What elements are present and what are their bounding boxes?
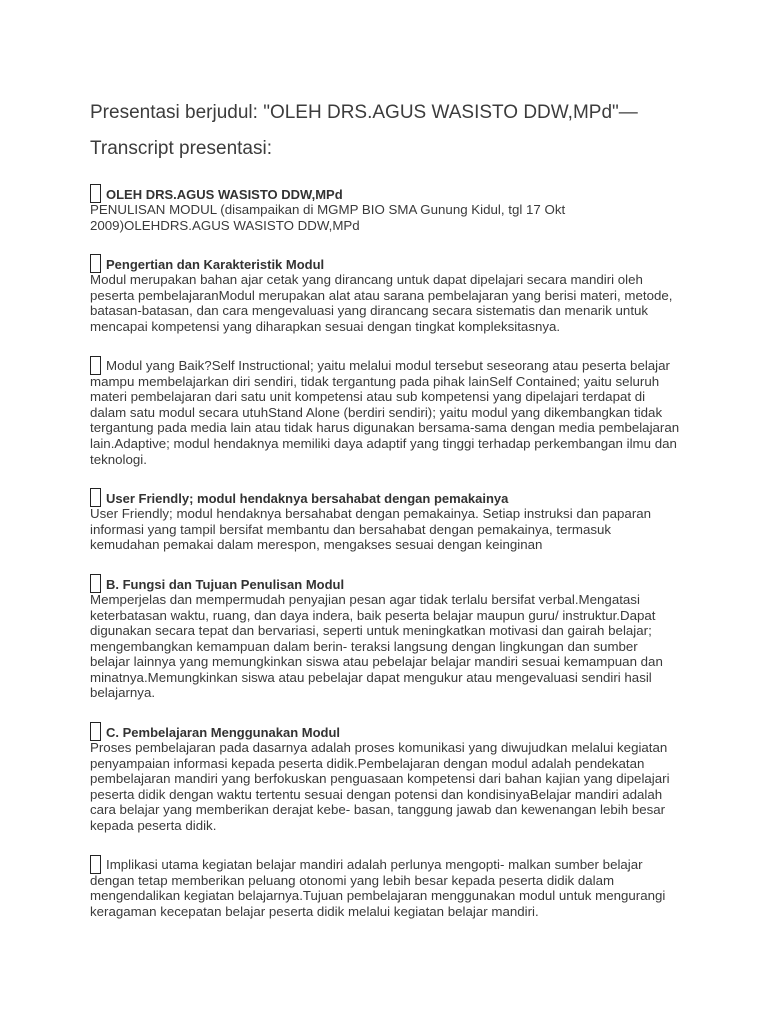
slide-text: User Friendly; modul hendaknya bersahabat dengan pemakainya. Setiap instruksi dan paparan informasi yang tampil bersifat membantu dan bersahabat dengan pemakainya, termasuk kemudahan pemakai dalam merespon, mengakses sesuai dengan keinginan — [90, 506, 652, 553]
slide-header — [90, 354, 680, 374]
slide-header — [90, 572, 680, 592]
slide-text: dengan tetap memberikan peluang otonomi yang lebih besar kepada peserta didik dalam mengendalikan kegiatan belajarnya.Tujuan pembelajaran menggunakan modul untuk mengurangi keragaman kecepatan belajar peserta didik melalui kegiatan belajar mandiri. — [90, 872, 666, 919]
slide-text: Modul merupakan bahan ajar cetak yang dirancang untuk dapat dipelajari secara mandiri oleh peserta pembelajaranModul merupakan alat atau sarana pembelajaran yang berisi materi, metode, batasan-batasan, dan cara mengevaluasi yang dirancang secara sistematis dan menarik untuk mencapai kompetensi yang diharapkan sesuai dengan tingkat kompleksitasnya. — [90, 272, 673, 334]
slide-2 — [90, 252, 680, 334]
slide-header — [90, 853, 680, 873]
slide-text: Proses pembelajaran pada dasarnya adalah proses komunikasi yang diwujudkan melalui kegiatan penyampaian informasi kepada peserta didik.Pembelajaran dengan modul adalah pendekatan pembelajaran mandiri yang berfokuskan penguasaan kompetensi dari bahan kajian yang dipelajari peserta didik dengan waktu tertentu sesuai dengan potensi dan kondisinyaBelajar mandiri adalah cara belajar yang memberikan derajat kebe- basan, tanggung jawab dan kewenangan lebih besar kepada peserta didik. — [90, 740, 670, 834]
slide-marker-icon — [90, 254, 101, 273]
slide-text: PENULISAN MODUL (disampaikan di MGMP BIO SMA Gunung Kidul, tgl 17 Okt 2009)OLEHDRS.AGUS WASISTO DDW,MPd — [90, 202, 566, 233]
slide-heading: Pengertian dan Karakteristik Modul — [106, 257, 325, 273]
slide-marker-icon — [90, 722, 101, 741]
slide-marker-icon — [90, 574, 101, 593]
document-page — [90, 98, 680, 938]
slide-marker-icon — [90, 488, 101, 507]
slide-list — [90, 182, 680, 919]
slide-marker-icon — [90, 855, 101, 874]
slide-heading: OLEH DRS.AGUS WASISTO DDW,MPd — [106, 187, 343, 202]
slide-4 — [90, 486, 680, 553]
slide-header — [90, 720, 680, 740]
transcript-label: Transcript presentasi: — [90, 138, 272, 159]
slide-heading: User Friendly; modul hendaknya bersahabat dengan pemakainya — [106, 491, 509, 507]
slide-text-start: Modul yang Baik?Self Instructional; yaitu melalui modul tersebut seseorang atau peserta belajar — [106, 357, 670, 373]
slide-text-start: Implikasi utama kegiatan belajar mandiri adalah perlunya mengopti- malkan sumber belajar — [106, 857, 643, 873]
slide-7 — [90, 853, 680, 920]
slide-header — [90, 182, 680, 202]
slide-heading: C. Pembelajaran Menggunakan Modul — [106, 725, 341, 741]
slide-marker-icon — [90, 184, 101, 203]
slide-5 — [90, 572, 680, 701]
slide-header — [90, 252, 680, 272]
slide-marker-icon — [90, 356, 101, 375]
slide-6 — [90, 720, 680, 834]
slide-text: Memperjelas dan mempermudah penyajian pesan agar tidak terlalu bersifat verbal.Mengatasi keterbatasan waktu, ruang, dan daya indera, baik peserta belajar maupun guru/ instruktur.Dapat digunakan secara tepat dan bervariasi, seperti untuk meningkatkan motivasi dan gairah belajar; mengembangkan kemampuan dalam berin- teraksi langsung dengan lingkungan dan sumber belajar lainnya yang memungkinkan siswa atau pebelajar belajar mandiri sesuai kemampuan dan minatnya.Memungkinkan siswa atau pebelajar dapat mengukur atau mengevaluasi sendiri hasil belajarnya. — [90, 591, 663, 701]
slide-3 — [90, 354, 680, 468]
presentation-title: Presentasi berjudul: "OLEH DRS.AGUS WASISTO DDW,MPd"— — [90, 102, 638, 123]
slide-header — [90, 486, 680, 506]
slide-text: mampu membelajarkan diri sendiri, tidak tergantung pada pihak lainSelf Contained; yaitu seluruh materi pembelajaran dari satu unit kompetensi atau sub kompetensi yang dipelajari terdapat di dalam satu modul secara utuhStand Alone (berdiri sendiri); yaitu modul yang dikembangkan tidak tergantung pada media lain atau tidak harus digunakan bersama-sama dengan media pembelajaran lain.Adaptive; modul hendaknya memiliki daya adaptif yang tinggi terhadap perkembangan ilmu dan teknologi. — [90, 373, 680, 467]
slide-heading: B. Fungsi dan Tujuan Penulisan Modul — [106, 576, 345, 592]
slide-1 — [90, 182, 680, 233]
